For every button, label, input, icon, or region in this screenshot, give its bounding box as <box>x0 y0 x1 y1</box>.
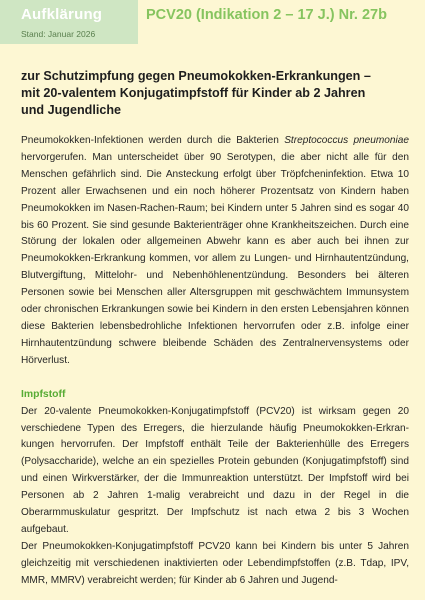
intro-paragraph <box>21 133 409 370</box>
intro-text-1: Pneumokokken-Infektionen werden durch die Bakterien <box>21 135 285 146</box>
section-paragraph-2: Der Pneumokokken-Konjugatimpfstoff PCV20 kann bei Kindern bis unter 5 Jahren gleichzeitig mit verschiedenen inaktivierten oder Lebendimpfstoffen (z.B. Tdap, IPV, MMR, MMRV) verabreicht werden; für Kinder ab 6 Jahren und Jugend- <box>21 540 409 586</box>
series-title: PCV20 (Indikation 2 – 17 J.) Nr. 27b <box>146 7 387 23</box>
tab-date: Stand: Januar 2026 <box>21 29 96 39</box>
header-tab <box>0 0 138 44</box>
document-title <box>21 68 411 119</box>
tab-title: Aufklärung <box>21 6 103 23</box>
intro-text-2: hervorgerufen. Man unterscheidet über 90 Serotypen, die aber nicht alle für den Menschen gefährlich sind. Die Ansteckung erfolgt über Tröpfcheninfektion. Etwa 10 Prozent aller Erwachsenen und ein noch höherer Prozentsatz von Kindern haben Pneumokokken im Nasen-Rachen-Raum; bei Kindern unter 5 Jahren sind es sogar 40 bis 60 Prozent. Sie sind gesunde Bakterienträger ohne Krankheitszeichen. Durch eine Störung der lokalen oder allgemeinen Abwehr kann es aber auch bei ihnen zur Pneumokokken-Erkrankung kommen, vor allem zu Lungen- und Hirnhautentzündung, Blutvergiftung, Mittelohr- und Nebenhöhlenentzündung. Besonders bei älteren Personen sowie bei Menschen aller Altersgruppen mit geschwächtem Immunsystem oder chronischen Erkrankungen sowie bei Kindern in den ersten Lebensjahren können diese Bakterien lebensbedrohliche Infektionen hervorrufen oder z.B. infolge einer Hirnhautentzündung schwere bleibende Schäden des Zentralnervensystems oder Hörverlust. <box>21 151 409 366</box>
main-content <box>21 133 409 590</box>
title-line-2: mit 20-valentem Konjugatimpfstoff für Kinder ab 2 Jahren <box>21 86 366 100</box>
title-line-3: und Jugendliche <box>21 103 122 117</box>
section-heading: Impfstoff <box>21 388 66 400</box>
section-paragraph-1: Der 20-valente Pneumokokken-Konjugatimpfstoff (PCV20) ist wirksam gegen 20 verschiedene Typen des Erregers, die hierzulande häufig Pneumokokken-Erkrankungen hervorrufen. Der Impfstoff enthält Teile der Bakterienhülle des Erregers (Polysaccharide), welche an ein spezielles Protein gebunden (Konjugatimpfstoff) sind und einen Wirkverstärker, der die Immunreaktion unterstützt. Der Impfstoff wird bei Personen ab 2 Jahren 1-malig verabreicht und dazu in der Regel in die Oberarmmuskulatur gespritzt. Der Impfschutz ist nach etwa 2 bis 3 Wochen aufgebaut. <box>21 405 409 535</box>
species-name: Streptococcus pneumoniae <box>284 135 410 146</box>
title-line-1: zur Schutzimpfung gegen Pneumokokken-Erkrankungen – <box>21 69 371 83</box>
